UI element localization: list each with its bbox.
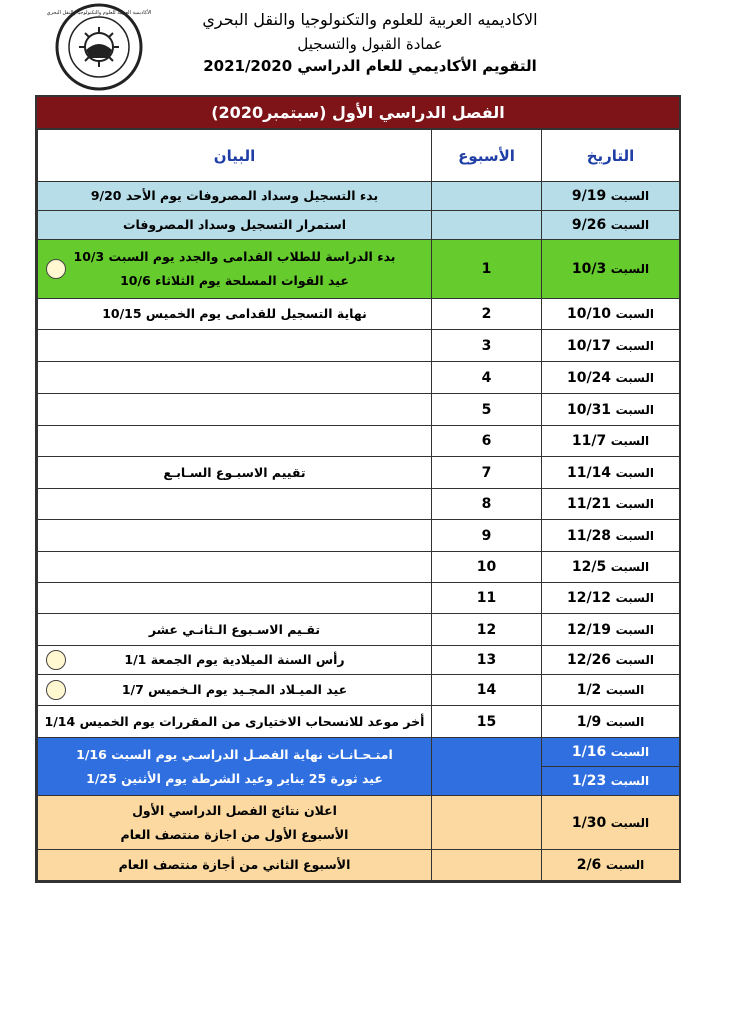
week-cell: 7 [432, 457, 542, 489]
info-cell [38, 738, 432, 796]
info-text: بدء التسجيل وسداد المصروفات يوم الأحد 9/20 [90, 188, 379, 203]
exam-row [38, 738, 680, 767]
date-cell [542, 552, 680, 583]
info-cell [38, 211, 432, 240]
info-text: أخر موعد للانسحاب الاختيارى من المقررات يوم الخميس 1/14 [44, 713, 425, 729]
table-row [38, 182, 680, 211]
date-value: 1/9 [576, 713, 602, 730]
date-cell [542, 646, 680, 675]
date-day: السبت [610, 189, 650, 203]
info-cell [38, 850, 432, 881]
info-text: امتـحـانـات نهاية الفصـل الدراسـي يوم السبت 1/16 [76, 746, 393, 762]
date-value: 12/12 [566, 590, 612, 606]
info-cell [38, 457, 432, 489]
calendar-year-title: التقويم الأكاديمي للعام الدراسي 2021/2020 [203, 57, 537, 75]
table-row [38, 457, 680, 489]
date-cell [542, 182, 680, 211]
date-day: السبت [615, 307, 655, 321]
table-row [38, 583, 680, 614]
date-cell [542, 457, 680, 489]
info-cell [38, 240, 432, 299]
holiday-circle-icon [46, 650, 66, 670]
info-text: نهاية التسجيل للقدامى يوم الخميس 10/15 [102, 306, 367, 321]
week-cell [432, 850, 542, 881]
date-cell [542, 299, 680, 330]
date-value: 11/21 [566, 496, 612, 512]
table-row [38, 552, 680, 583]
date-value: 2/6 [576, 857, 602, 873]
week-cell: 11 [432, 583, 542, 614]
week-cell: 4 [432, 362, 542, 394]
date-cell [542, 706, 680, 738]
date-value: 9/26 [571, 217, 607, 233]
info-cell [38, 330, 432, 362]
info-text: استمرار التسجيل وسداد المصروفات [122, 217, 347, 232]
info-text: بدء الدراسة للطلاب القدامى والجدد يوم السبت 10/3 [73, 249, 396, 264]
date-value: 11/28 [566, 527, 612, 544]
table-row [38, 426, 680, 457]
page-header [0, 0, 732, 92]
info-cell [38, 675, 432, 706]
date-cell [542, 675, 680, 706]
date-day: السبت [615, 622, 655, 637]
table-header-row [38, 130, 680, 182]
week-cell: 2 [432, 299, 542, 330]
column-header-date: التاريخ [542, 130, 680, 182]
holiday-circle-icon [46, 680, 66, 700]
table-row [38, 240, 680, 299]
info-text: تقييم الاسبـوع السـابـع [163, 464, 306, 480]
date-day: السبت [615, 528, 655, 543]
date-cell [542, 850, 680, 881]
semester-title: الفصل الدراسي الأول (سبتمبر2020) [37, 97, 679, 129]
academic-calendar [35, 95, 681, 883]
week-cell: 15 [432, 706, 542, 738]
date-value: 1/16 [571, 744, 607, 760]
info-text: عيد الميـلاد المجـيد يوم الـخميس 1/7 [121, 682, 348, 697]
date-value: 12/26 [566, 652, 612, 668]
date-cell [542, 211, 680, 240]
date-value: 10/17 [566, 337, 612, 354]
date-value: 11/14 [566, 464, 612, 481]
date-cell [542, 767, 680, 796]
date-day: السبت [610, 815, 650, 830]
date-value: 12/5 [571, 559, 607, 575]
date-day: السبت [610, 774, 650, 788]
week-cell: 10 [432, 552, 542, 583]
date-day: السبت [610, 262, 650, 276]
week-cell [432, 182, 542, 211]
date-day: السبت [605, 858, 645, 872]
info-text: رأس السنة الميلادية يوم الجمعة 1/1 [124, 652, 345, 667]
calendar-table [37, 129, 680, 881]
table-row [38, 614, 680, 646]
date-cell [542, 426, 680, 457]
info-cell [38, 614, 432, 646]
info-text: تقـيم الاسـبوع الـثانـي عشر [148, 621, 321, 637]
date-value: 10/10 [566, 306, 612, 322]
date-value: 9/19 [571, 188, 607, 204]
date-cell [542, 738, 680, 767]
info-cell [38, 489, 432, 520]
info-cell [38, 362, 432, 394]
midyear-break-row [38, 850, 680, 881]
info-text: الأسبوع الثاني من أجازة منتصف العام [118, 857, 351, 872]
table-row [38, 706, 680, 738]
date-value: 10/31 [566, 401, 612, 418]
info-text: الأسبوع الأول من اجازة منتصف العام [120, 826, 349, 842]
column-header-week: الأسبوع [432, 130, 542, 182]
info-text: عيد القوات المسلحة يوم الثلاثاء 10/6 [120, 273, 349, 288]
week-cell: 9 [432, 520, 542, 552]
table-row [38, 330, 680, 362]
table-row [38, 394, 680, 426]
week-cell: 14 [432, 675, 542, 706]
date-day: السبت [610, 434, 650, 448]
date-value: 1/30 [571, 814, 607, 831]
week-cell: 3 [432, 330, 542, 362]
week-cell: 12 [432, 614, 542, 646]
date-cell [542, 520, 680, 552]
table-row [38, 299, 680, 330]
date-value: 11/7 [571, 433, 607, 449]
date-day: السبت [615, 591, 655, 605]
info-cell [38, 646, 432, 675]
holiday-circle-icon [46, 259, 66, 279]
date-value: 10/24 [566, 369, 612, 386]
date-day: السبت [615, 402, 655, 417]
week-cell: 6 [432, 426, 542, 457]
date-cell [542, 362, 680, 394]
info-cell [38, 520, 432, 552]
date-day: السبت [605, 683, 645, 697]
svg-text:الأكاديمية العربية للعلوم والت: الأكاديمية العربية للعلوم والتكنولوجيا والنقل البحري [46, 10, 152, 16]
info-cell [38, 706, 432, 738]
date-cell [542, 583, 680, 614]
results-row [38, 796, 680, 850]
info-text: اعلان نتائج الفصل الدراسي الأول [132, 802, 337, 818]
deanship-name: عمادة القبول والتسجيل [297, 35, 443, 53]
academy-name: الاكاديميه العربية للعلوم والتكنولوجيا والنقل البحري [202, 10, 538, 29]
column-header-info: البيان [38, 130, 432, 182]
info-cell [38, 426, 432, 457]
week-cell: 8 [432, 489, 542, 520]
table-row [38, 646, 680, 675]
table-row [38, 489, 680, 520]
date-cell [542, 614, 680, 646]
info-text: عيد ثورة 25 يناير وعيد الشرطة يوم الأثنين 1/25 [86, 770, 383, 786]
week-cell [432, 796, 542, 850]
date-day: السبت [615, 338, 655, 353]
date-day: السبت [615, 465, 655, 480]
date-cell [542, 240, 680, 299]
info-cell [38, 299, 432, 330]
date-value: 12/19 [566, 621, 612, 638]
date-day: السبت [615, 653, 655, 667]
week-cell [432, 211, 542, 240]
week-cell: 5 [432, 394, 542, 426]
date-cell [542, 394, 680, 426]
info-cell [38, 182, 432, 211]
week-cell: 13 [432, 646, 542, 675]
date-value: 10/3 [571, 261, 607, 277]
date-value: 1/2 [576, 682, 602, 698]
info-cell [38, 583, 432, 614]
date-day: السبت [610, 560, 650, 574]
week-cell: 1 [432, 240, 542, 299]
info-cell [38, 394, 432, 426]
date-day: السبت [605, 714, 645, 729]
table-row [38, 520, 680, 552]
date-day: السبت [610, 745, 650, 759]
table-row [38, 211, 680, 240]
date-cell [542, 330, 680, 362]
table-row [38, 675, 680, 706]
week-cell [432, 738, 542, 796]
date-cell [542, 796, 680, 850]
info-cell [38, 552, 432, 583]
date-day: السبت [615, 370, 655, 385]
date-day: السبت [615, 497, 655, 511]
table-row [38, 362, 680, 394]
academy-emblem-icon [44, 2, 154, 92]
date-cell [542, 489, 680, 520]
info-cell [38, 796, 432, 850]
date-day: السبت [610, 218, 650, 232]
date-value: 1/23 [571, 773, 607, 789]
